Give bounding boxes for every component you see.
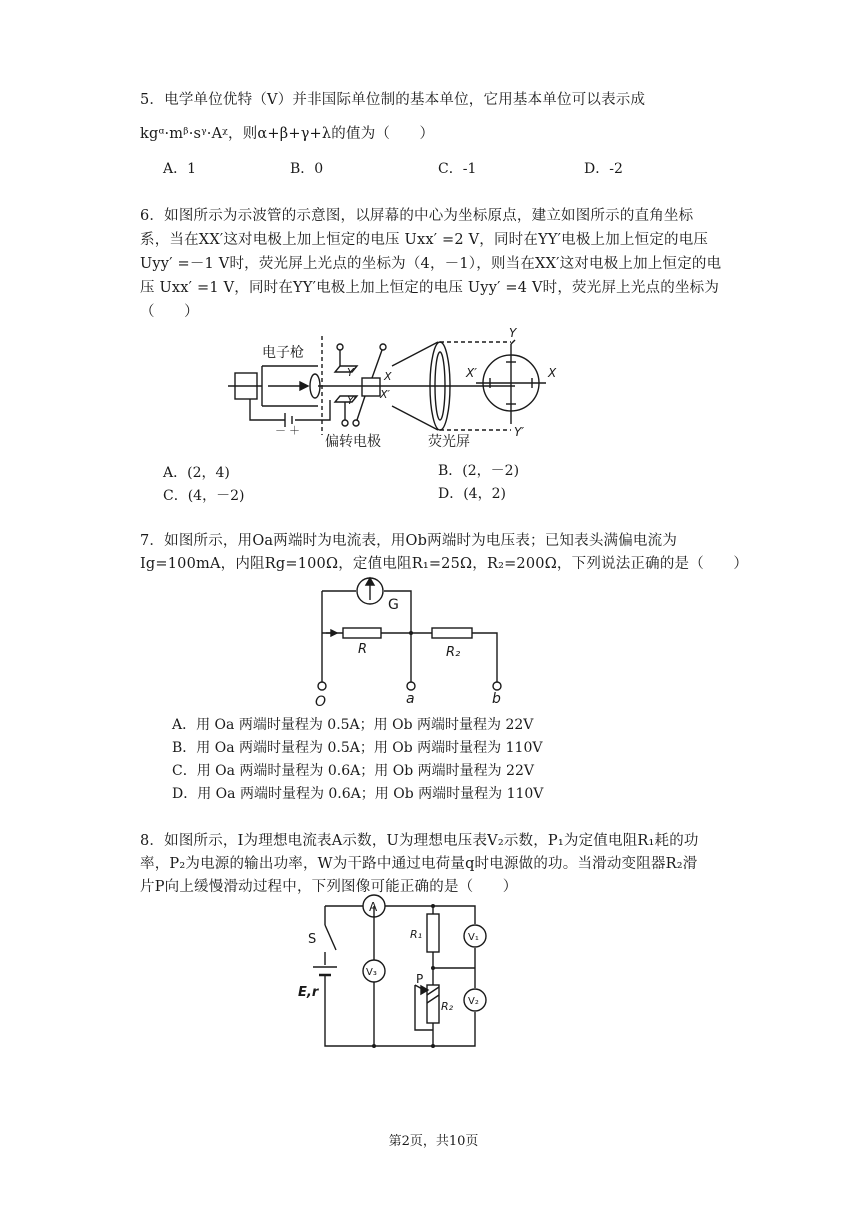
q7-stem-line1: 7．如图所示，用Oa两端时为电流表，用Ob两端时为电压表；已知表头满偏电流为	[140, 533, 678, 549]
page-footer: 第2页，共10页	[388, 1134, 479, 1149]
label-r1: R₁	[410, 928, 423, 941]
q6-stem-line2: 系，当在XX′这对电极上加上恒定的电压 Uxx′ =2 V，同时在YY′电极上加上恒定的电压	[140, 232, 709, 248]
q8-stem-line2: 率，P₂为电源的输出功率，W为干路中通过电荷量q时电源做的功。当滑动变阻器R₂滑	[140, 856, 698, 872]
label-r2: R₂	[441, 1000, 454, 1013]
label-galvanometer: G	[388, 597, 399, 613]
q5-option-a: A．1	[163, 161, 197, 177]
label-plate-x-prime: X′	[380, 388, 391, 401]
q6-stem-line1: 6．如图所示为示波管的示意图，以屏幕的中心为坐标原点，建立如图所示的直角坐标	[140, 208, 694, 224]
label-voltmeter-v3: V₃	[366, 967, 377, 978]
label-battery-minus: －	[275, 424, 286, 437]
q6-stem-line5: （ ）	[140, 304, 199, 320]
label-plate-x: X	[384, 370, 392, 383]
label-terminal-a: a	[406, 691, 415, 707]
label-terminal-b: b	[492, 691, 501, 707]
label-voltmeter-v1: V₁	[468, 932, 479, 943]
label-voltmeter-v2: V₂	[468, 996, 479, 1007]
q7-option-a: A．用 Oa 两端时量程为 0.5A；用 Ob 两端时量程为 22V	[172, 717, 534, 733]
label-emf: E,r	[298, 985, 319, 1000]
label-r2: R₂	[446, 645, 461, 660]
label-battery-plus: ＋	[289, 424, 300, 437]
q5-stem-line1: 5．电学单位优特（V）并非国际单位制的基本单位，它用基本单位可以表示成	[140, 92, 646, 108]
q6-option-b: B．(2，－2)	[438, 463, 520, 479]
q8-stem-line3: 片P向上缓慢滑动过程中，下列图像可能正确的是（ ）	[140, 879, 518, 895]
q5-option-c: C．-1	[438, 161, 477, 177]
label-electron-gun: 电子枪	[262, 345, 304, 361]
q6-option-d: D．(4，2)	[438, 486, 506, 502]
q7-option-b: B．用 Oa 两端时量程为 0.5A；用 Ob 两端时量程为 110V	[172, 740, 543, 756]
label-slider-p: P	[416, 972, 424, 986]
label-fluorescent-screen: 荧光屏	[428, 434, 470, 450]
q6-stem-line4: 压 Uxx′ =1 V，同时在YY′电极上加上恒定的电压 Uyy′ =4 V时，荧光屏上光点的坐标为	[140, 280, 720, 296]
q8-stem-line1: 8．如图所示，I为理想电流表A示数，U为理想电压表V₂示数，P₁为定值电阻R₁耗的功	[140, 833, 699, 849]
label-screen-y-prime: Y′	[514, 425, 525, 439]
q5-option-b: B．0	[290, 161, 324, 177]
q7-option-d: D．用 Oa 两端时量程为 0.6A；用 Ob 两端时量程为 110V	[172, 786, 544, 802]
label-r: R	[358, 642, 368, 657]
q6-option-c: C．(4，－2)	[163, 488, 245, 504]
q7-option-c: C．用 Oa 两端时量程为 0.6A；用 Ob 两端时量程为 22V	[172, 763, 534, 779]
label-plate-y: Y	[347, 366, 354, 379]
q7-stem-line2: Ig=100mA，内阻Rg=100Ω，定值电阻R₁=25Ω，R₂=200Ω，下列说法正确的是（ ）	[140, 556, 749, 572]
label-screen-x-prime: X′	[466, 366, 477, 380]
label-switch: S	[308, 932, 317, 947]
label-terminal-o: O	[315, 694, 327, 710]
q5-stem-line2: kgᵅ·mᵝ·sᵞ·Aᵡ，则α+β+γ+λ的值为（ ）	[140, 126, 435, 142]
label-screen-x: X	[548, 366, 557, 380]
label-ammeter: A	[369, 900, 378, 914]
q6-option-a: A．(2，4)	[163, 465, 230, 481]
q5-option-d: D．-2	[584, 161, 623, 177]
label-deflection-plates: 偏转电极	[325, 434, 381, 450]
label-plate-y-prime: Y′	[347, 394, 357, 407]
q6-stem-line3: Uyy′ =－1 V时，荧光屏上光点的坐标为（4，－1），则当在XX′这对电极上加上恒定的电	[140, 256, 722, 272]
label-screen-y: Y	[509, 326, 517, 340]
